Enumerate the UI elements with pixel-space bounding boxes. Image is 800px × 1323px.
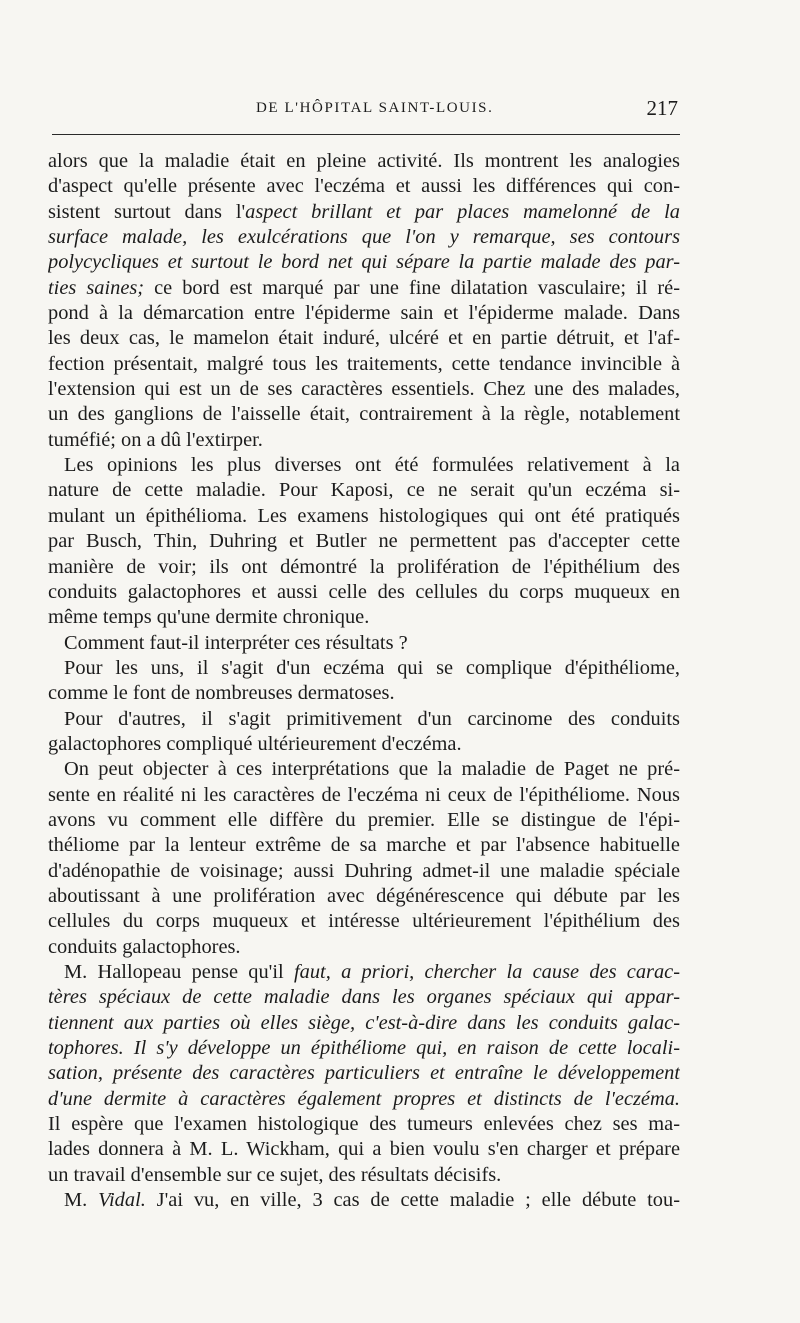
text-line <box>48 732 680 757</box>
text-line <box>48 631 680 656</box>
italic-run: tophores. Il s'y développe un épithéliome qui, en raison de cette locali- <box>48 1037 680 1060</box>
text-run: aboutissant à une prolifération avec dégénérescence qui débute par les <box>48 884 680 907</box>
text-line <box>48 1036 680 1061</box>
text-line <box>48 605 680 630</box>
page-header <box>48 96 680 128</box>
text-run: un des ganglions de l'aisselle était, contrairement à la règle, notablement <box>48 403 680 426</box>
italic-run: aspect brillant et par places mamelonné de la <box>245 200 680 223</box>
text-run: Pour les uns, il s'agit d'un eczéma qui se complique d'épithéliome, <box>64 656 680 679</box>
text-line <box>48 555 680 580</box>
text-line <box>48 681 680 706</box>
text-line <box>48 935 680 960</box>
text-line <box>48 174 680 199</box>
text-line <box>48 504 680 529</box>
text-run: par Busch, Thin, Duhring et Butler ne permettent pas d'accepter cette <box>48 530 680 553</box>
text-line <box>48 149 680 174</box>
text-line <box>48 833 680 858</box>
text-line <box>48 656 680 681</box>
text-run: d'aspect qu'elle présente avec l'eczéma et aussi les différences qui con- <box>48 175 680 198</box>
text-run: conduits galactophores et aussi celle des cellules du corps muqueux en <box>48 580 680 603</box>
text-run: tuméfié; on a dû l'extirper. <box>48 428 263 451</box>
text-run: cellules du corps muqueux et intéresse ultérieurement l'épithélium des <box>48 910 680 933</box>
text-line <box>48 478 680 503</box>
page-number: 217 <box>646 96 678 120</box>
text-run: sente en réalité ni les caractères de l'eczéma ni ceux de l'épithéliome. Nous <box>48 783 680 806</box>
text-run: pond à la démarcation entre l'épiderme sain et l'épiderme malade. Dans <box>48 302 680 325</box>
text-line <box>48 960 680 985</box>
text-run: sistent surtout dans l' <box>48 200 246 223</box>
text-line <box>48 301 680 326</box>
italic-run: ties saines; <box>48 276 145 299</box>
text-run: fection présentait, malgré tous les traitements, cette tendance invincible à <box>48 352 680 375</box>
text-line <box>48 985 680 1010</box>
text-run: conduits galactophores. <box>48 935 241 958</box>
text-run: d'adénopathie de voisinage; aussi Duhring admet-il une maladie spéciale <box>48 859 680 882</box>
text-line <box>48 326 680 351</box>
text-line <box>48 1137 680 1162</box>
text-run: ce bord est marqué par une fine dilatation vasculaire; il ré- <box>144 276 680 299</box>
text-line <box>48 909 680 934</box>
text-run: galactophores compliqué ultérieurement d'eczéma. <box>48 732 462 755</box>
text-run: manière de voir; ils ont démontré la prolifération de l'épithélium des <box>48 555 680 578</box>
text-run: M. <box>64 1189 99 1212</box>
text-run: les deux cas, le mamelon était induré, ulcéré et en partie détruit, et l'af- <box>48 327 680 350</box>
running-head: DE L'HÔPITAL SAINT-LOUIS. <box>256 100 494 116</box>
text-run: Comment faut-il interpréter ces résultats ? <box>64 631 408 654</box>
text-line <box>48 1011 680 1036</box>
text-line <box>48 352 680 377</box>
text-line <box>48 808 680 833</box>
text-run: M. Hallopeau pense qu'il <box>64 961 294 983</box>
text-run: Pour d'autres, il s'agit primitivement d'un carcinome des conduits <box>64 707 680 730</box>
text-run: un travail d'ensemble sur ce sujet, des résultats décisifs. <box>48 1163 502 1186</box>
text-line <box>48 402 680 427</box>
text-line <box>48 859 680 884</box>
text-run: l'extension qui est un de ses caractères essentiels. Chez une des malades, <box>48 378 680 401</box>
header-rule <box>52 134 680 135</box>
text-run: comme le font de nombreuses dermatoses. <box>48 682 395 705</box>
italic-run: d'une dermite à caractères également propres et distincts de l'eczéma. <box>48 1087 680 1110</box>
text-run: mulant un épithélioma. Les examens histologiques qui ont été pratiqués <box>48 504 680 527</box>
text-line <box>48 428 680 453</box>
text-line <box>48 580 680 605</box>
text-line <box>48 276 680 301</box>
text-line <box>48 1163 680 1188</box>
italic-run: tiennent aux parties où elles siège, c'est-à-dire dans les conduits galac- <box>48 1011 680 1034</box>
text-run: avons vu comment elle diffère du premier. Elle se distingue de l'épi- <box>48 808 680 831</box>
text-run: nature de cette maladie. Pour Kaposi, ce ne serait qu'un eczéma si- <box>48 479 680 502</box>
text-line <box>48 1112 680 1137</box>
italic-run: tères spéciaux de cette maladie dans les organes spéciaux qui appar- <box>48 986 680 1009</box>
text-line <box>48 200 680 225</box>
body-text <box>48 149 680 1213</box>
text-run: J'ai vu, en ville, 3 cas de cette maladie ; elle débute tou- <box>145 1189 680 1212</box>
text-line <box>48 453 680 478</box>
text-line <box>48 783 680 808</box>
text-line <box>48 1061 680 1086</box>
text-line <box>48 757 680 782</box>
text-run: alors que la maladie était en pleine activité. Ils montrent les analogies <box>48 150 680 172</box>
italic-run: surface malade, les exulcérations que l'on y remarque, ses contours <box>48 226 680 249</box>
italic-run: sation, présente des caractères particuliers et entraîne le développement <box>48 1062 680 1085</box>
text-run: lades donnera à M. L. Wickham, qui a bien voulu s'en charger et prépare <box>48 1138 680 1161</box>
text-run: Il espère que l'examen histologique des tumeurs enlevées chez ses ma- <box>48 1113 680 1136</box>
text-line <box>48 707 680 732</box>
text-line <box>48 250 680 275</box>
text-line <box>48 529 680 554</box>
text-run: même temps qu'une dermite chronique. <box>48 606 370 629</box>
text-line <box>48 884 680 909</box>
italic-run: polycycliques et surtout le bord net qui sépare la partie malade des par- <box>48 251 680 274</box>
text-line <box>48 1087 680 1112</box>
text-run: théliome par la lenteur extrême de sa marche et par l'absence habituelle <box>48 834 680 857</box>
italic-run: Vidal. <box>98 1189 146 1212</box>
text-line <box>48 377 680 402</box>
italic-run: faut, a priori, chercher la cause des carac- <box>293 961 680 983</box>
text-run: On peut objecter à ces interprétations que la maladie de Paget ne pré- <box>64 758 680 781</box>
text-run: Les opinions les plus diverses ont été formulées relativement à la <box>64 454 680 477</box>
text-line <box>48 1188 680 1213</box>
text-line <box>48 225 680 250</box>
